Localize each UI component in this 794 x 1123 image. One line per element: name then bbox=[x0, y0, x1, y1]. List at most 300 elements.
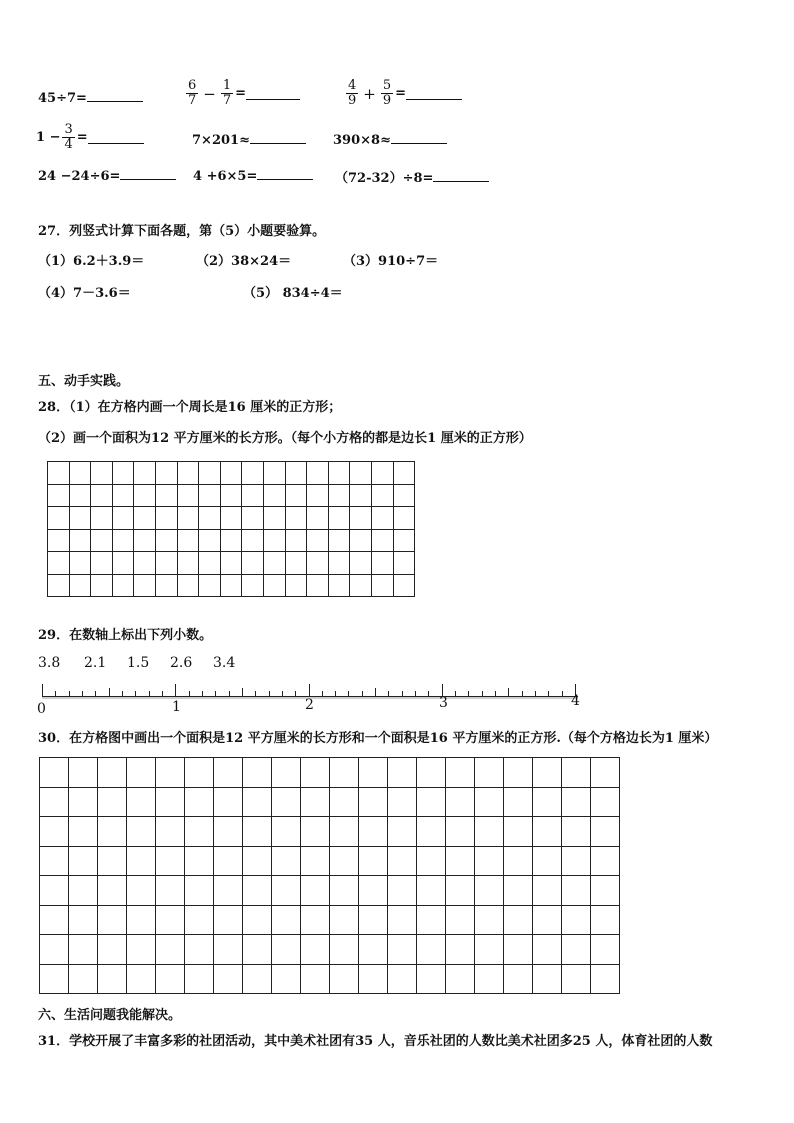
grid-cell[interactable] bbox=[263, 462, 285, 485]
grid-cell[interactable] bbox=[285, 462, 307, 485]
grid-cell[interactable] bbox=[127, 935, 156, 965]
grid-cell[interactable] bbox=[330, 905, 359, 935]
grid-cell[interactable] bbox=[243, 935, 272, 965]
grid-cell[interactable] bbox=[214, 935, 243, 965]
q29-decimal-5: 3.4 bbox=[213, 655, 236, 671]
grid-cell[interactable] bbox=[91, 574, 113, 597]
grid-cell[interactable] bbox=[69, 846, 98, 876]
grid-cell[interactable] bbox=[301, 964, 330, 994]
answer-blank[interactable] bbox=[433, 169, 489, 182]
grid-cell[interactable] bbox=[330, 758, 359, 788]
grid-cell[interactable] bbox=[263, 507, 285, 530]
q27-item-2: （2）38×24＝ bbox=[196, 254, 292, 269]
grid-cell[interactable] bbox=[134, 507, 156, 530]
q29-decimal-2: 2.1 bbox=[84, 655, 107, 671]
grid-cell[interactable] bbox=[156, 846, 185, 876]
grid-cell[interactable] bbox=[91, 552, 113, 575]
grid-cell[interactable] bbox=[475, 846, 504, 876]
grid-cell[interactable] bbox=[504, 846, 533, 876]
grid-cell[interactable] bbox=[98, 964, 127, 994]
axis-minor-tick bbox=[428, 691, 429, 696]
grid-cell[interactable] bbox=[199, 529, 221, 552]
grid-cell[interactable] bbox=[134, 529, 156, 552]
grid-cell[interactable] bbox=[40, 876, 69, 906]
grid-cell[interactable] bbox=[371, 484, 393, 507]
grid-cell[interactable] bbox=[504, 787, 533, 817]
grid-cell[interactable] bbox=[475, 935, 504, 965]
grid-cell[interactable] bbox=[112, 484, 134, 507]
grid-cell[interactable] bbox=[91, 484, 113, 507]
axis-major-tick bbox=[175, 684, 176, 696]
grid-cell[interactable] bbox=[214, 905, 243, 935]
grid-cell[interactable] bbox=[359, 758, 388, 788]
grid-cell[interactable] bbox=[328, 484, 350, 507]
grid-cell[interactable] bbox=[591, 817, 620, 847]
equals: = bbox=[76, 130, 88, 145]
grid-cell[interactable] bbox=[272, 964, 301, 994]
grid-cell[interactable] bbox=[155, 507, 177, 530]
grid-cell[interactable] bbox=[48, 462, 70, 485]
grid-cell[interactable] bbox=[91, 507, 113, 530]
oral-r2-a bbox=[36, 123, 144, 152]
grid-cell[interactable] bbox=[328, 529, 350, 552]
grid-cell[interactable] bbox=[156, 817, 185, 847]
grid-cell[interactable] bbox=[91, 529, 113, 552]
grid-cell[interactable] bbox=[112, 552, 134, 575]
grid-cell[interactable] bbox=[112, 507, 134, 530]
grid-cell[interactable] bbox=[330, 964, 359, 994]
grid-cell[interactable] bbox=[243, 964, 272, 994]
grid-cell[interactable] bbox=[371, 529, 393, 552]
grid-cell[interactable] bbox=[242, 574, 264, 597]
grid-cell[interactable] bbox=[330, 817, 359, 847]
grid-cell[interactable] bbox=[285, 552, 307, 575]
grid-cell[interactable] bbox=[185, 876, 214, 906]
grid-cell[interactable] bbox=[307, 552, 329, 575]
grid-cell[interactable] bbox=[48, 574, 70, 597]
grid-cell[interactable] bbox=[446, 787, 475, 817]
axis-major-tick bbox=[309, 684, 310, 696]
grid-cell[interactable] bbox=[359, 935, 388, 965]
grid-cell[interactable] bbox=[330, 846, 359, 876]
grid-cell[interactable] bbox=[562, 846, 591, 876]
grid-cell[interactable] bbox=[69, 758, 98, 788]
grid-cell[interactable] bbox=[591, 905, 620, 935]
grid-cell[interactable] bbox=[301, 876, 330, 906]
answer-blank[interactable] bbox=[250, 131, 306, 144]
grid-cell[interactable] bbox=[388, 905, 417, 935]
grid-cell[interactable] bbox=[214, 758, 243, 788]
grid-cell[interactable] bbox=[359, 787, 388, 817]
q28-grid[interactable] bbox=[47, 461, 415, 597]
grid-cell[interactable] bbox=[388, 846, 417, 876]
axis-minor-tick bbox=[269, 691, 270, 696]
grid-cell[interactable] bbox=[591, 846, 620, 876]
axis-minor-tick bbox=[122, 691, 123, 696]
grid-cell[interactable] bbox=[446, 846, 475, 876]
grid-cell[interactable] bbox=[98, 846, 127, 876]
grid-cell[interactable] bbox=[272, 905, 301, 935]
grid-cell[interactable] bbox=[475, 787, 504, 817]
grid-cell[interactable] bbox=[48, 507, 70, 530]
grid-cell[interactable] bbox=[350, 484, 372, 507]
grid-cell[interactable] bbox=[285, 574, 307, 597]
grid-cell[interactable] bbox=[127, 758, 156, 788]
grid-cell[interactable] bbox=[98, 935, 127, 965]
grid-cell[interactable] bbox=[328, 574, 350, 597]
grid-cell[interactable] bbox=[156, 905, 185, 935]
grid-cell[interactable] bbox=[220, 574, 242, 597]
grid-cell[interactable] bbox=[220, 552, 242, 575]
grid-cell[interactable] bbox=[359, 817, 388, 847]
grid-cell[interactable] bbox=[185, 817, 214, 847]
grid-cell[interactable] bbox=[272, 846, 301, 876]
grid-cell[interactable] bbox=[350, 552, 372, 575]
grid-cell[interactable] bbox=[417, 846, 446, 876]
grid-cell[interactable] bbox=[98, 905, 127, 935]
grid-cell[interactable] bbox=[98, 817, 127, 847]
grid-cell[interactable] bbox=[199, 507, 221, 530]
grid-cell[interactable] bbox=[177, 484, 199, 507]
grid-cell[interactable] bbox=[272, 787, 301, 817]
grid-cell[interactable] bbox=[242, 529, 264, 552]
grid-cell[interactable] bbox=[155, 574, 177, 597]
grid-cell[interactable] bbox=[134, 484, 156, 507]
grid-cell[interactable] bbox=[127, 964, 156, 994]
grid-cell[interactable] bbox=[562, 758, 591, 788]
grid-cell[interactable] bbox=[40, 905, 69, 935]
grid-cell[interactable] bbox=[48, 529, 70, 552]
grid-cell[interactable] bbox=[214, 876, 243, 906]
grid-cell[interactable] bbox=[134, 462, 156, 485]
grid-cell[interactable] bbox=[446, 758, 475, 788]
grid-cell[interactable] bbox=[112, 574, 134, 597]
grid-cell[interactable] bbox=[475, 964, 504, 994]
grid-cell[interactable] bbox=[504, 758, 533, 788]
grid-cell[interactable] bbox=[591, 964, 620, 994]
grid-cell[interactable] bbox=[177, 552, 199, 575]
grid-cell[interactable] bbox=[156, 935, 185, 965]
grid-cell[interactable] bbox=[328, 552, 350, 575]
grid-cell[interactable] bbox=[69, 552, 91, 575]
grid-cell[interactable] bbox=[69, 964, 98, 994]
grid-cell[interactable] bbox=[475, 817, 504, 847]
grid-cell[interactable] bbox=[475, 876, 504, 906]
grid-cell[interactable] bbox=[272, 876, 301, 906]
grid-cell[interactable] bbox=[388, 787, 417, 817]
grid-cell[interactable] bbox=[359, 905, 388, 935]
grid-cell[interactable] bbox=[243, 758, 272, 788]
grid-cell[interactable] bbox=[417, 876, 446, 906]
axis-minor-tick bbox=[69, 691, 70, 696]
grid-cell[interactable] bbox=[359, 964, 388, 994]
grid-cell[interactable] bbox=[393, 462, 415, 485]
grid-cell[interactable] bbox=[272, 758, 301, 788]
grid-cell[interactable] bbox=[533, 876, 562, 906]
axis-minor-tick bbox=[295, 691, 296, 696]
grid-cell[interactable] bbox=[533, 935, 562, 965]
grid-cell[interactable] bbox=[112, 529, 134, 552]
q30-grid[interactable] bbox=[39, 757, 620, 994]
grid-cell[interactable] bbox=[155, 552, 177, 575]
grid-cell[interactable] bbox=[185, 935, 214, 965]
grid-cell[interactable] bbox=[533, 817, 562, 847]
grid-cell[interactable] bbox=[127, 787, 156, 817]
grid-cell[interactable] bbox=[220, 529, 242, 552]
axis-minor-tick bbox=[455, 691, 456, 696]
grid-cell[interactable] bbox=[40, 935, 69, 965]
grid-cell[interactable] bbox=[328, 507, 350, 530]
grid-cell[interactable] bbox=[243, 787, 272, 817]
grid-cell[interactable] bbox=[127, 905, 156, 935]
grid-cell[interactable] bbox=[69, 529, 91, 552]
grid-cell[interactable] bbox=[301, 817, 330, 847]
grid-cell[interactable] bbox=[388, 876, 417, 906]
grid-cell[interactable] bbox=[263, 552, 285, 575]
q28-line2: （2）画一个面积为12 平方厘米的长方形。（每个小方格的都是边长1 厘米的正方形） bbox=[38, 431, 532, 446]
grid-cell[interactable] bbox=[307, 507, 329, 530]
grid-cell[interactable] bbox=[533, 787, 562, 817]
grid-cell[interactable] bbox=[533, 758, 562, 788]
grid-cell[interactable] bbox=[40, 758, 69, 788]
expression: 24 −24÷6= bbox=[38, 169, 121, 184]
grid-cell[interactable] bbox=[69, 817, 98, 847]
answer-blank[interactable] bbox=[246, 87, 300, 100]
grid-cell[interactable] bbox=[417, 758, 446, 788]
grid-cell[interactable] bbox=[301, 787, 330, 817]
grid-cell[interactable] bbox=[243, 846, 272, 876]
grid-cell[interactable] bbox=[562, 935, 591, 965]
grid-cell[interactable] bbox=[185, 787, 214, 817]
grid-cell[interactable] bbox=[263, 574, 285, 597]
grid-cell[interactable] bbox=[562, 905, 591, 935]
answer-blank[interactable] bbox=[120, 167, 176, 180]
grid-cell[interactable] bbox=[155, 484, 177, 507]
grid-cell[interactable] bbox=[446, 876, 475, 906]
grid-cell[interactable] bbox=[243, 905, 272, 935]
grid-cell[interactable] bbox=[69, 484, 91, 507]
grid-cell[interactable] bbox=[301, 758, 330, 788]
grid-cell[interactable] bbox=[330, 935, 359, 965]
grid-cell[interactable] bbox=[272, 817, 301, 847]
grid-cell[interactable] bbox=[69, 507, 91, 530]
grid-cell[interactable] bbox=[591, 935, 620, 965]
grid-cell[interactable] bbox=[285, 507, 307, 530]
grid-cell[interactable] bbox=[156, 876, 185, 906]
grid-cell[interactable] bbox=[562, 787, 591, 817]
grid-cell[interactable] bbox=[446, 905, 475, 935]
grid-cell[interactable] bbox=[134, 574, 156, 597]
grid-cell[interactable] bbox=[307, 574, 329, 597]
axis-minor-tick bbox=[242, 688, 243, 696]
grid-cell[interactable] bbox=[417, 964, 446, 994]
grid-cell[interactable] bbox=[371, 574, 393, 597]
grid-cell[interactable] bbox=[243, 817, 272, 847]
grid-cell[interactable] bbox=[301, 846, 330, 876]
grid-cell[interactable] bbox=[285, 529, 307, 552]
grid-cell[interactable] bbox=[562, 817, 591, 847]
grid-cell[interactable] bbox=[69, 935, 98, 965]
grid-cell[interactable] bbox=[417, 787, 446, 817]
grid-cell[interactable] bbox=[177, 574, 199, 597]
grid-cell[interactable] bbox=[185, 846, 214, 876]
grid-cell[interactable] bbox=[504, 817, 533, 847]
grid-cell[interactable] bbox=[98, 787, 127, 817]
grid-cell[interactable] bbox=[177, 462, 199, 485]
grid-cell[interactable] bbox=[591, 758, 620, 788]
axis-minor-tick bbox=[55, 691, 56, 696]
grid-cell[interactable] bbox=[91, 462, 113, 485]
grid-cell[interactable] bbox=[220, 484, 242, 507]
grid-cell[interactable] bbox=[40, 787, 69, 817]
grid-cell[interactable] bbox=[155, 462, 177, 485]
grid-cell[interactable] bbox=[134, 552, 156, 575]
grid-row bbox=[48, 484, 415, 507]
grid-cell[interactable] bbox=[504, 935, 533, 965]
grid-cell[interactable] bbox=[69, 876, 98, 906]
grid-cell[interactable] bbox=[328, 462, 350, 485]
grid-cell[interactable] bbox=[393, 484, 415, 507]
answer-blank[interactable] bbox=[87, 89, 143, 102]
grid-cell[interactable] bbox=[393, 529, 415, 552]
grid-cell[interactable] bbox=[69, 787, 98, 817]
grid-cell[interactable] bbox=[98, 876, 127, 906]
grid-cell[interactable] bbox=[285, 484, 307, 507]
axis-minor-tick bbox=[348, 691, 349, 696]
grid-cell[interactable] bbox=[371, 552, 393, 575]
grid-cell[interactable] bbox=[350, 574, 372, 597]
grid-cell[interactable] bbox=[48, 552, 70, 575]
grid-cell[interactable] bbox=[388, 964, 417, 994]
grid-cell[interactable] bbox=[214, 817, 243, 847]
grid-cell[interactable] bbox=[199, 552, 221, 575]
grid-cell[interactable] bbox=[417, 905, 446, 935]
grid-cell[interactable] bbox=[214, 846, 243, 876]
grid-cell[interactable] bbox=[359, 846, 388, 876]
grid-cell[interactable] bbox=[504, 905, 533, 935]
grid-row bbox=[48, 552, 415, 575]
grid-cell[interactable] bbox=[371, 462, 393, 485]
answer-blank[interactable] bbox=[88, 131, 144, 144]
grid-cell[interactable] bbox=[533, 905, 562, 935]
grid-cell[interactable] bbox=[330, 787, 359, 817]
grid-cell[interactable] bbox=[127, 817, 156, 847]
oral-r2-b bbox=[192, 131, 306, 148]
grid-cell[interactable] bbox=[393, 507, 415, 530]
grid-cell[interactable] bbox=[307, 462, 329, 485]
grid-cell[interactable] bbox=[562, 964, 591, 994]
grid-cell[interactable] bbox=[475, 905, 504, 935]
grid-cell[interactable] bbox=[242, 552, 264, 575]
axis-minor-tick bbox=[482, 691, 483, 696]
grid-cell[interactable] bbox=[156, 758, 185, 788]
grid-cell[interactable] bbox=[40, 846, 69, 876]
grid-cell[interactable] bbox=[307, 529, 329, 552]
axis-minor-tick bbox=[229, 691, 230, 696]
grid-cell[interactable] bbox=[301, 905, 330, 935]
grid-cell[interactable] bbox=[307, 484, 329, 507]
grid-cell[interactable] bbox=[40, 964, 69, 994]
grid-cell[interactable] bbox=[98, 758, 127, 788]
grid-cell[interactable] bbox=[359, 876, 388, 906]
grid-cell[interactable] bbox=[127, 876, 156, 906]
grid-row bbox=[48, 507, 415, 530]
grid-cell[interactable] bbox=[417, 935, 446, 965]
grid-cell[interactable] bbox=[220, 507, 242, 530]
grid-cell[interactable] bbox=[112, 462, 134, 485]
grid-cell[interactable] bbox=[388, 758, 417, 788]
grid-cell[interactable] bbox=[48, 484, 70, 507]
grid-cell[interactable] bbox=[69, 574, 91, 597]
grid-cell[interactable] bbox=[393, 552, 415, 575]
grid-cell[interactable] bbox=[562, 876, 591, 906]
grid-cell[interactable] bbox=[199, 462, 221, 485]
grid-cell[interactable] bbox=[446, 935, 475, 965]
grid-cell[interactable] bbox=[243, 876, 272, 906]
answer-blank[interactable] bbox=[391, 131, 447, 144]
grid-cell[interactable] bbox=[242, 507, 264, 530]
axis-minor-tick bbox=[135, 691, 136, 696]
grid-cell[interactable] bbox=[272, 935, 301, 965]
grid-cell[interactable] bbox=[371, 507, 393, 530]
grid-cell[interactable] bbox=[417, 817, 446, 847]
grid-cell[interactable] bbox=[185, 905, 214, 935]
grid-cell[interactable] bbox=[242, 462, 264, 485]
grid-cell[interactable] bbox=[388, 817, 417, 847]
grid-cell[interactable] bbox=[185, 758, 214, 788]
grid-cell[interactable] bbox=[504, 876, 533, 906]
grid-cell[interactable] bbox=[263, 529, 285, 552]
grid-cell[interactable] bbox=[127, 846, 156, 876]
answer-blank[interactable] bbox=[406, 87, 462, 100]
grid-cell[interactable] bbox=[199, 484, 221, 507]
grid-cell[interactable] bbox=[446, 817, 475, 847]
grid-cell[interactable] bbox=[185, 964, 214, 994]
grid-cell[interactable] bbox=[388, 935, 417, 965]
grid-cell[interactable] bbox=[220, 462, 242, 485]
grid-cell[interactable] bbox=[199, 574, 221, 597]
grid-cell[interactable] bbox=[214, 964, 243, 994]
grid-cell[interactable] bbox=[533, 846, 562, 876]
grid-cell[interactable] bbox=[242, 484, 264, 507]
answer-blank[interactable] bbox=[257, 167, 313, 180]
grid-cell[interactable] bbox=[350, 507, 372, 530]
q29-decimal-4: 2.6 bbox=[170, 655, 193, 671]
grid-cell[interactable] bbox=[350, 529, 372, 552]
grid-cell[interactable] bbox=[69, 905, 98, 935]
grid-cell[interactable] bbox=[330, 876, 359, 906]
grid-cell[interactable] bbox=[533, 964, 562, 994]
grid-cell[interactable] bbox=[591, 876, 620, 906]
grid-cell[interactable] bbox=[155, 529, 177, 552]
grid-cell[interactable] bbox=[446, 964, 475, 994]
grid-cell[interactable] bbox=[591, 787, 620, 817]
grid-cell[interactable] bbox=[156, 964, 185, 994]
grid-cell[interactable] bbox=[156, 787, 185, 817]
grid-cell[interactable] bbox=[504, 964, 533, 994]
grid-cell[interactable] bbox=[263, 484, 285, 507]
grid-cell[interactable] bbox=[475, 758, 504, 788]
fraction bbox=[62, 123, 74, 152]
grid-cell[interactable] bbox=[40, 817, 69, 847]
grid-cell[interactable] bbox=[393, 574, 415, 597]
grid-cell[interactable] bbox=[177, 529, 199, 552]
grid-cell[interactable] bbox=[301, 935, 330, 965]
grid-cell[interactable] bbox=[69, 462, 91, 485]
grid-cell[interactable] bbox=[177, 507, 199, 530]
grid-cell[interactable] bbox=[214, 787, 243, 817]
grid-cell[interactable] bbox=[350, 462, 372, 485]
